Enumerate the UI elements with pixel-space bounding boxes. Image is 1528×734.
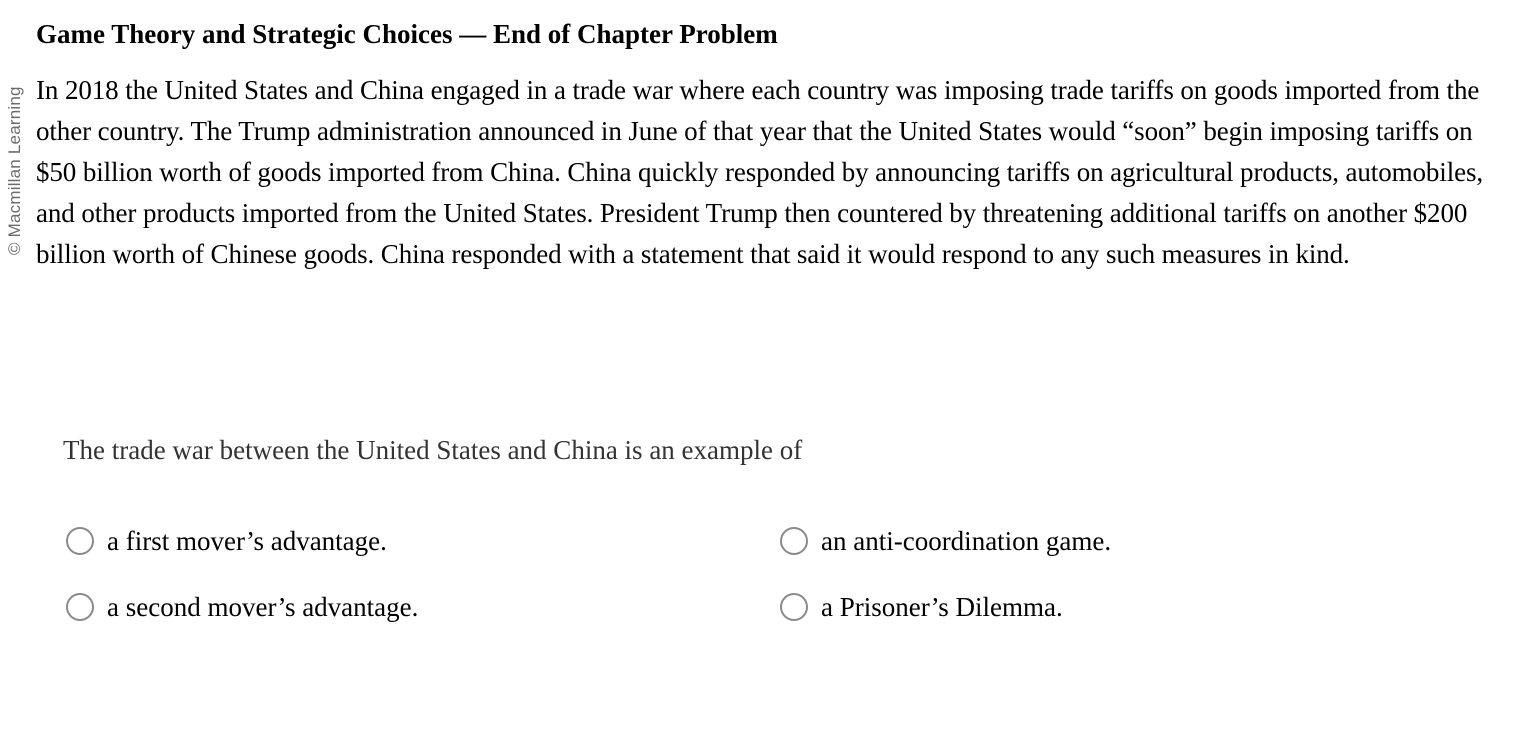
option-second-mover-advantage[interactable] — [66, 588, 780, 626]
option-label: a first mover’s advantage. — [107, 526, 387, 556]
option-prisoners-dilemma[interactable] — [780, 588, 1380, 626]
option-anti-coordination-game[interactable] — [780, 522, 1380, 560]
option-label: an anti-coordination game. — [821, 526, 1112, 556]
problem-title: Game Theory and Strategic Choices — End of Chapter Problem — [36, 19, 778, 49]
question-prompt: The trade war between the United States and China is an example of — [63, 435, 803, 465]
problem-section — [36, 16, 1496, 275]
radio-button[interactable] — [780, 527, 808, 555]
option-first-mover-advantage[interactable] — [66, 522, 780, 560]
option-label: a second mover’s advantage. — [107, 592, 419, 622]
option-label: a Prisoner’s Dilemma. — [821, 592, 1063, 622]
copyright-watermark: © Macmillan Learning — [5, 86, 24, 255]
problem-body: In 2018 the United States and China engaged in a trade war where each country was imposing trade tariffs on goods imported from the other country. The Trump administration announced in June of that year that the United States would “soon” begin imposing tariffs on $50 billion worth of goods imported from China. China quickly responded by announcing tariffs on agricultural products, automobiles, and other products imported from the United States. President Trump then countered by threatening additional tariffs on another $200 billion worth of Chinese goods. China responded with a statement that said it would respond to any such measures in kind. — [36, 75, 1484, 269]
radio-button[interactable] — [66, 593, 94, 621]
radio-button[interactable] — [66, 527, 94, 555]
radio-button[interactable] — [780, 593, 808, 621]
answer-options — [66, 522, 1466, 626]
